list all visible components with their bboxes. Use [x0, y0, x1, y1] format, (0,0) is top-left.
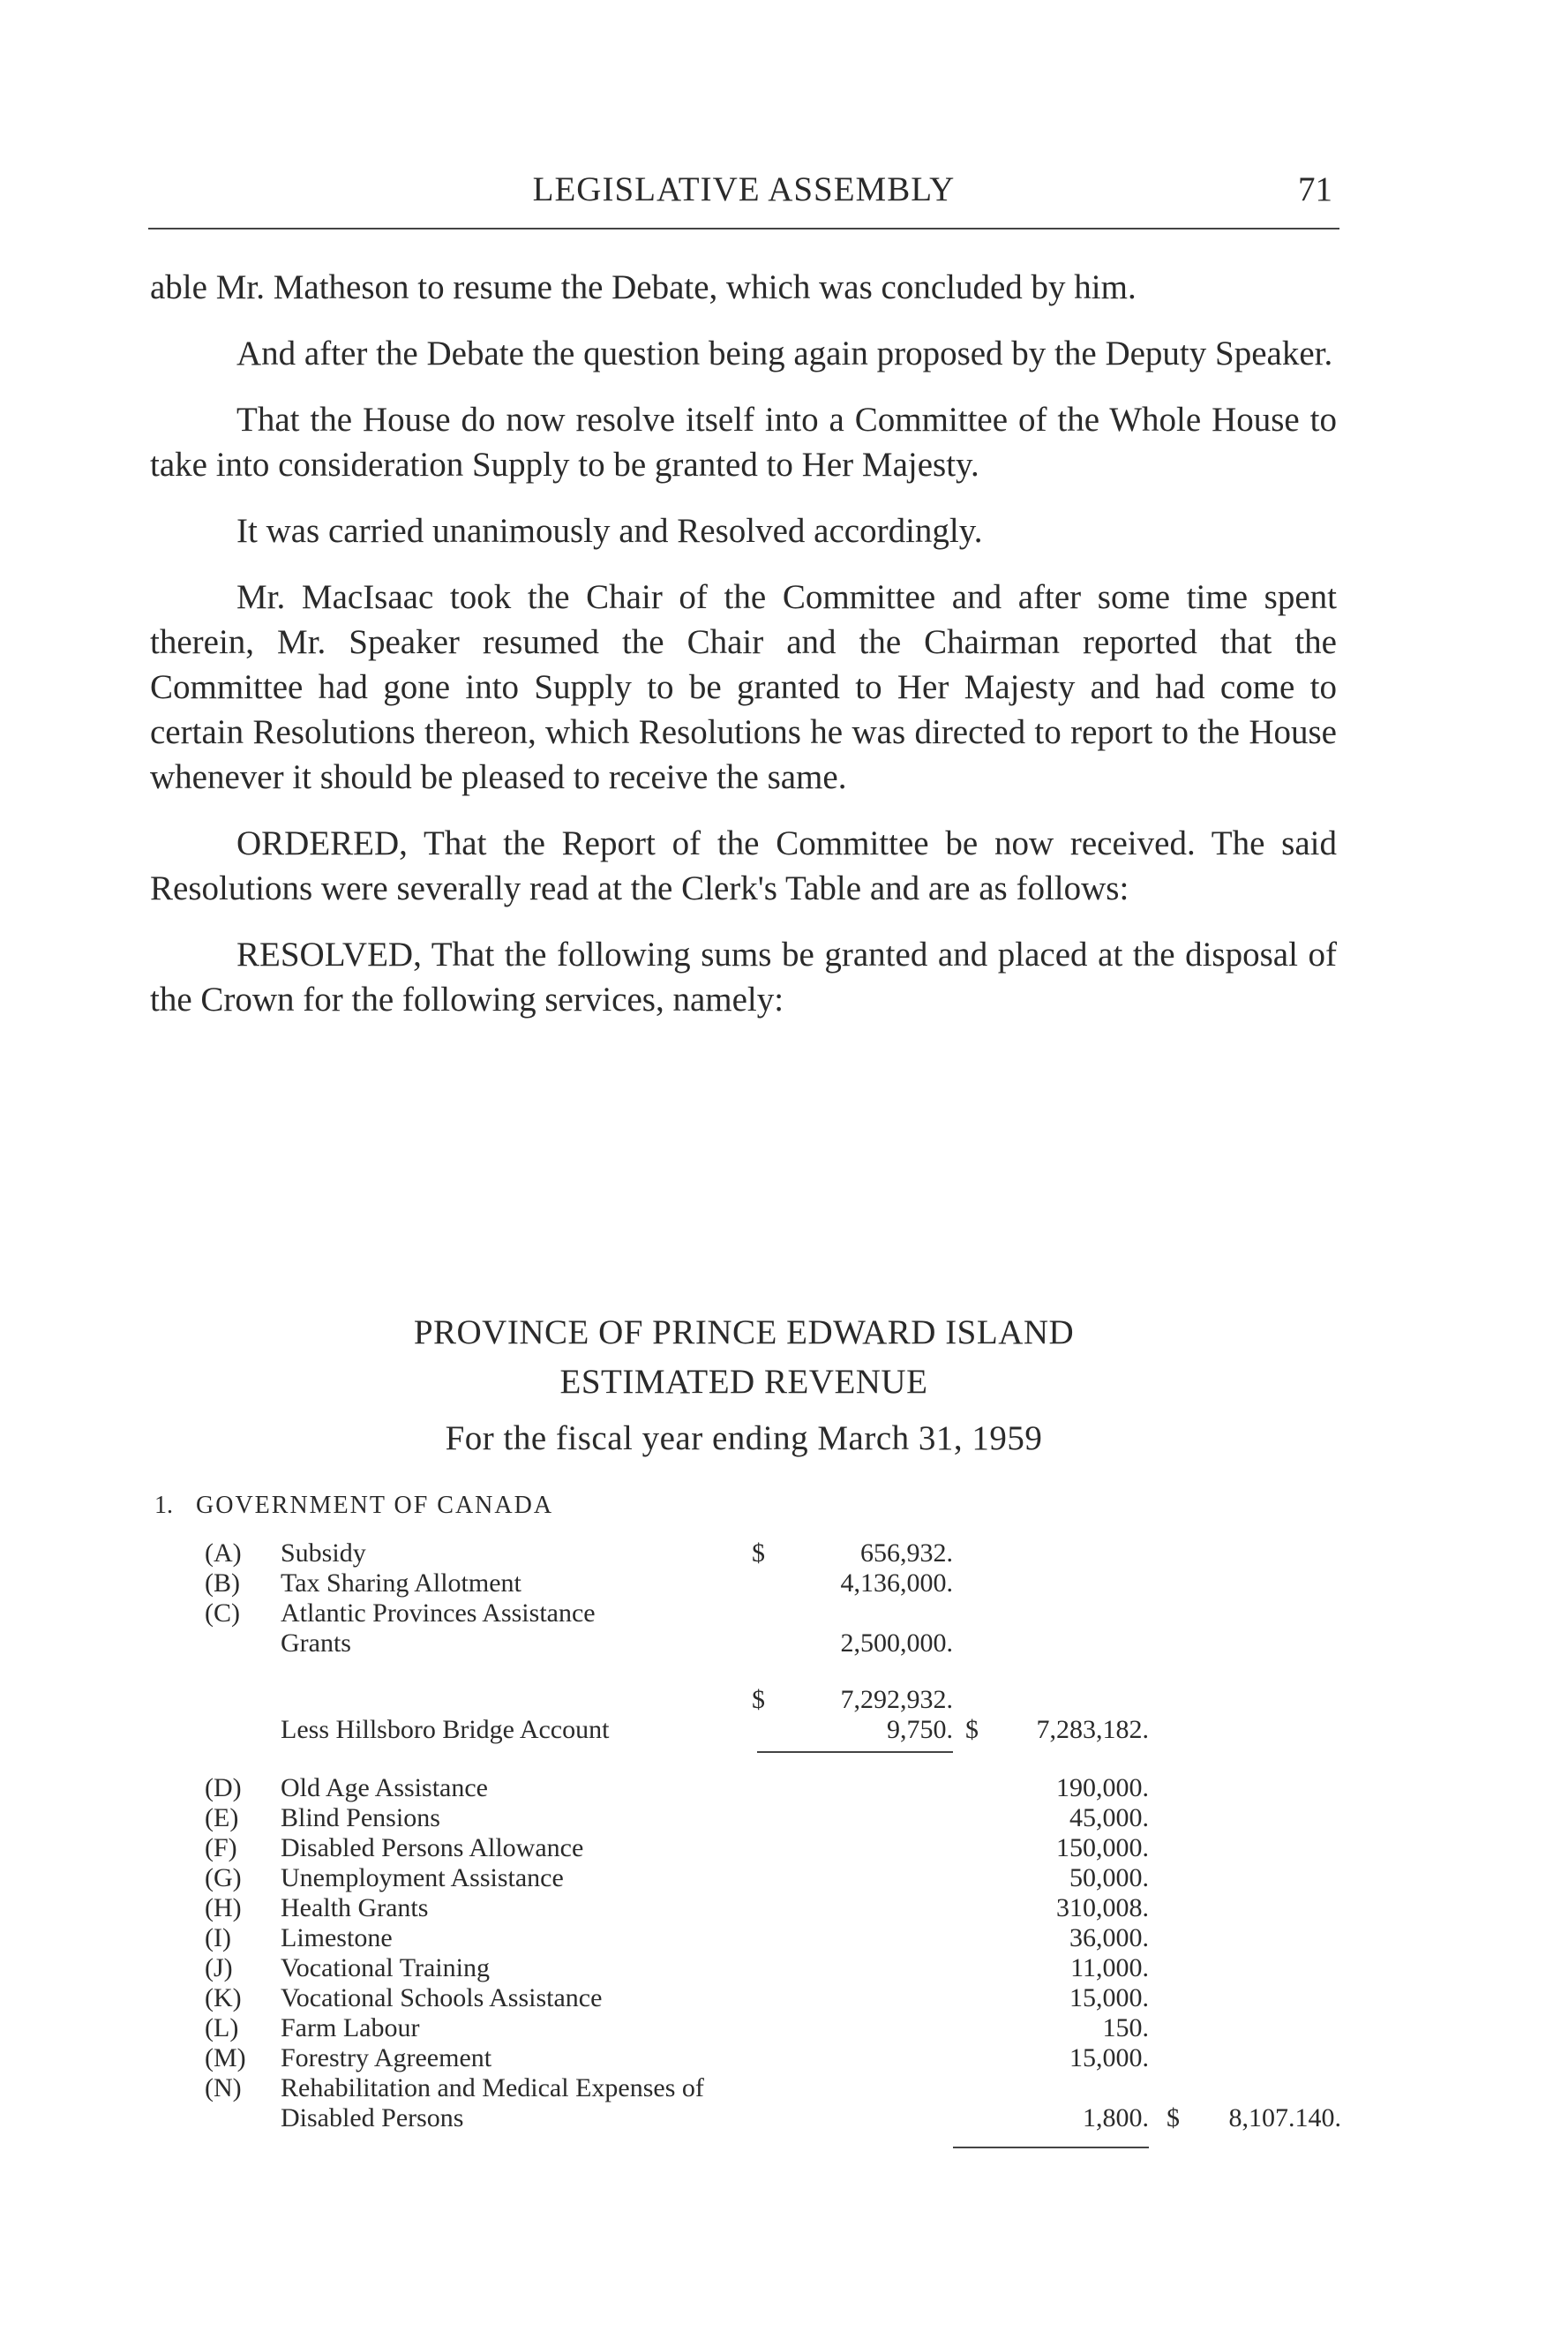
paragraph-resolved: RESOLVED, That the following sums be granted and placed at the disposal of the Crown for the following services, namely:: [150, 936, 1337, 1019]
item-label: Vocational Training: [281, 1953, 490, 1982]
item-code: (L): [205, 2013, 239, 2042]
item-amount: 15,000.: [1069, 1983, 1149, 2012]
item-code: (G): [205, 1863, 242, 1892]
item-amount: 310,008.: [1056, 1893, 1149, 1922]
item-code: (J): [205, 1953, 233, 1982]
estimate-heading-province: PROVINCE OF PRINCE EDWARD ISLAND: [413, 1313, 1075, 1351]
dollar-sign: $: [752, 1685, 765, 1714]
item-code: (K): [205, 1983, 242, 2012]
total-rule: [953, 2147, 1149, 2148]
item-amount: 150.: [1102, 2013, 1149, 2042]
item-label: Health Grants: [281, 1893, 429, 1922]
item-amount: 190,000.: [1056, 1773, 1149, 1802]
paragraph-debate: And after the Debate the question being again proposed by the Deputy Speaker.: [236, 335, 1333, 372]
item-label: Blind Pensions: [281, 1803, 440, 1832]
item-label: Atlantic Provinces Assistance: [281, 1598, 596, 1628]
item-amount: 656,932.: [860, 1538, 953, 1568]
item-code: (B): [205, 1568, 240, 1598]
item-code: (N): [205, 2073, 242, 2102]
item-amount: 150,000.: [1056, 1833, 1149, 1862]
item-amount: 45,000.: [1069, 1803, 1149, 1832]
paragraph-continuation: able Mr. Matheson to resume the Debate, which was concluded by him.: [150, 268, 1137, 306]
page-number: 71: [1298, 170, 1332, 208]
paragraph-carried: It was carried unanimously and Resolved accordingly.: [236, 512, 983, 550]
item-label: Vocational Schools Assistance: [281, 1983, 603, 2012]
subtotal-rule: [757, 1751, 953, 1753]
item-code: (E): [205, 1803, 239, 1832]
item-amount: 36,000.: [1069, 1923, 1149, 1952]
item-label: Disabled Persons Allowance: [281, 1833, 584, 1862]
dollar-sign: $: [752, 1538, 765, 1568]
item-label-continued: Disabled Persons: [281, 2103, 464, 2132]
paragraph-resolve-committee: That the House do now resolve itself into a Committee of the Whole House to take into consideration Supply to be granted to Her Majesty.: [150, 401, 1337, 484]
item-code: (H): [205, 1893, 242, 1922]
paragraph-ordered: ORDERED, That the Report of the Committee be now received. The said Resolutions were severally read at the Clerk's Table and are as follows:: [150, 824, 1337, 907]
less-amount: 9,750.: [887, 1715, 953, 1744]
item-label: Old Age Assistance: [281, 1773, 488, 1802]
dollar-sign: $: [1167, 2103, 1180, 2132]
item-code: (M): [205, 2043, 246, 2072]
item-amount: 4,136,000.: [840, 1568, 953, 1598]
item-label: Farm Labour: [281, 2013, 420, 2042]
paragraph-committee-report: Mr. MacIsaac took the Chair of the Committee and after some time spent therein, Mr. Speaker resumed the Chair and the Chairman reported that the Committee had gone into Supply to be granted to Her Majesty and had come to certain Resolutions thereon, which Resolutions he was directed to report to the House whenever it should be pleased to receive the same.: [150, 578, 1337, 796]
item-amount: 50,000.: [1069, 1863, 1149, 1892]
item-code: (F): [205, 1833, 237, 1862]
running-title: LEGISLATIVE ASSEMBLY: [532, 170, 956, 208]
less-label: Less Hillsboro Bridge Account: [281, 1715, 610, 1744]
total-amount: 8,107.140.: [1228, 2103, 1341, 2132]
estimate-heading-fiscal-year: For the fiscal year ending March 31, 1959: [445, 1419, 1043, 1457]
item-amount: 2,500,000.: [840, 1628, 953, 1658]
item-label: Forestry Agreement: [281, 2043, 492, 2072]
section-title: GOVERNMENT OF CANADA: [196, 1492, 554, 1519]
net-amount: 7,283,182.: [1036, 1715, 1149, 1744]
item-amount: 11,000.: [1070, 1953, 1149, 1982]
item-label: Subsidy: [281, 1538, 366, 1568]
subtotal-amount: 7,292,932.: [840, 1685, 953, 1714]
item-code: (I): [205, 1923, 231, 1952]
dollar-sign: $: [965, 1715, 979, 1744]
item-label: Tax Sharing Allotment: [281, 1568, 521, 1598]
estimate-heading-revenue: ESTIMATED REVENUE: [559, 1363, 928, 1401]
section-number: 1.: [154, 1492, 173, 1519]
item-code: (A): [205, 1538, 242, 1568]
item-label: Rehabilitation and Medical Expenses of: [281, 2073, 704, 2102]
item-amount: 1,800.: [1083, 2103, 1149, 2132]
item-amount: 15,000.: [1069, 2043, 1149, 2072]
item-label: Unemployment Assistance: [281, 1863, 564, 1892]
item-label-continued: Grants: [281, 1628, 351, 1658]
item-label: Limestone: [281, 1923, 393, 1952]
item-code: (C): [205, 1598, 240, 1628]
item-code: (D): [205, 1773, 242, 1802]
